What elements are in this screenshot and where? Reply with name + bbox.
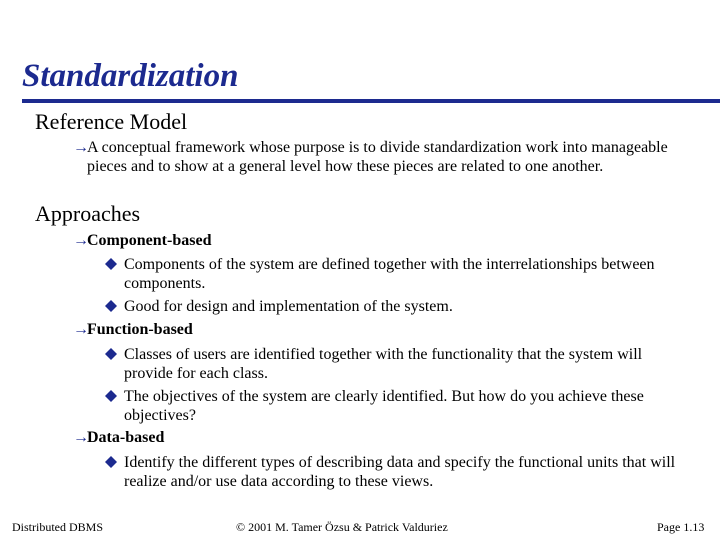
diamond-bullet-icon	[105, 348, 117, 360]
component-bullet-1	[106, 255, 686, 293]
approach-label: Data-based	[87, 429, 165, 446]
bullet-text: Components of the system are defined together with the interrelationships between components.	[124, 256, 655, 292]
approach-component-based	[73, 231, 693, 250]
approach-data-based	[73, 428, 693, 447]
function-bullet-2	[106, 387, 686, 425]
diamond-bullet-icon	[105, 258, 117, 270]
title-underline	[22, 99, 720, 103]
reference-model-text: A conceptual framework whose purpose is to divide standardization work into manageable pieces and to show at a general level how these pieces are related to one another.	[87, 139, 668, 175]
arrow-icon: →	[73, 429, 89, 446]
approach-label: Function-based	[87, 321, 193, 338]
bullet-text: Classes of users are identified together with the functionality that the system will provide for each class.	[124, 346, 643, 382]
bullet-text: Good for design and implementation of the system.	[124, 298, 453, 315]
footer-left: Distributed DBMS	[12, 520, 104, 534]
footer-center: © 2001 M. Tamer Özsu & Patrick Valduriez	[236, 520, 448, 534]
slide-title: Standardization	[22, 58, 239, 94]
diamond-bullet-icon	[105, 300, 117, 312]
arrow-icon: →	[73, 321, 89, 338]
function-bullet-1	[106, 345, 686, 383]
approach-label: Component-based	[87, 232, 212, 249]
arrow-icon: →	[73, 139, 89, 156]
reference-model-description	[73, 138, 693, 176]
approach-function-based	[73, 320, 693, 339]
arrow-icon: →	[73, 232, 89, 249]
diamond-bullet-icon	[105, 390, 117, 402]
data-bullet-1	[106, 453, 686, 491]
footer-divider	[0, 516, 720, 517]
bullet-text: The objectives of the system are clearly identified. But how do you achieve these objectives?	[124, 388, 644, 424]
section-heading-reference-model: Reference Model	[35, 109, 188, 134]
diamond-bullet-icon	[105, 456, 117, 468]
bullet-text: Identify the different types of describing data and specify the functional units that will realize and/or use data according to these views.	[124, 454, 676, 490]
footer-right: Page 1.13	[657, 520, 705, 534]
component-bullet-2	[106, 297, 686, 316]
section-heading-approaches: Approaches	[35, 201, 141, 226]
